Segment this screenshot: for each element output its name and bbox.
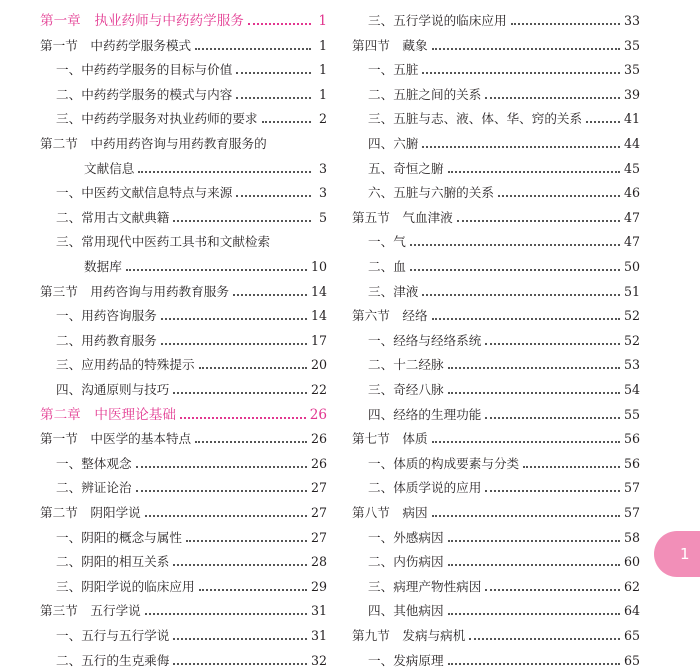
toc-entry-title: 一、阴阳的概念与属性 xyxy=(56,529,182,545)
toc-entry-title: 第一节 中医学的基本特点 xyxy=(40,431,192,447)
toc-item-entry xyxy=(352,546,640,570)
dot-leader xyxy=(236,195,311,197)
dot-leader xyxy=(126,269,307,271)
toc-entry-title: 五、奇恒之腑 xyxy=(368,160,444,176)
toc-entry-page: 3 xyxy=(318,185,327,201)
toc-item-entry xyxy=(40,546,327,570)
toc-entry-title: 三、五脏与志、液、体、华、窍的关系 xyxy=(368,111,583,127)
page-number: 1 xyxy=(680,545,690,563)
toc-item-entry xyxy=(40,374,327,398)
toc-entry-title: 第一章 执业药师与中药药学服务 xyxy=(40,13,244,29)
toc-entry-page: 3 xyxy=(318,160,327,176)
toc-entry-page: 65 xyxy=(623,628,640,643)
toc-entry-page: 54 xyxy=(623,382,640,397)
toc-entry-title: 二、十二经脉 xyxy=(368,357,444,373)
toc-entry-title: 四、经络的生理功能 xyxy=(368,406,482,422)
toc-item-entry xyxy=(40,448,327,472)
toc-entry-title: 第九节 发病与病机 xyxy=(352,628,466,643)
dot-leader xyxy=(485,490,620,492)
dot-leader xyxy=(161,318,307,320)
toc-section-entry xyxy=(352,497,640,521)
dot-leader xyxy=(448,367,620,369)
dot-leader xyxy=(448,392,620,394)
dot-leader xyxy=(432,48,620,50)
toc-entry-title: 三、奇经八脉 xyxy=(368,382,444,397)
dot-leader xyxy=(410,244,620,246)
dot-leader xyxy=(136,466,307,468)
toc-entry-page: 62 xyxy=(623,578,640,594)
toc-entry-page: 39 xyxy=(623,86,640,102)
toc-entry-title: 四、沟通原则与技巧 xyxy=(56,382,170,397)
toc-entry-page: 41 xyxy=(623,111,640,127)
toc-item-entry xyxy=(352,472,640,496)
dot-leader xyxy=(145,515,307,517)
dot-leader xyxy=(199,367,307,369)
toc-entry-title: 第二节 阴阳学说 xyxy=(40,505,141,520)
dot-leader xyxy=(422,72,620,74)
toc-item-entry xyxy=(352,276,640,300)
toc-item-entry xyxy=(352,325,640,349)
toc-entry-title: 一、经络与经络系统 xyxy=(368,332,482,348)
dot-leader xyxy=(448,564,620,566)
toc-section-entry xyxy=(40,595,327,619)
toc-item-entry xyxy=(40,251,327,275)
toc-entry-title: 三、津液 xyxy=(368,283,419,299)
toc-item-entry xyxy=(352,153,640,177)
toc-item-entry xyxy=(40,571,327,595)
toc-item-entry xyxy=(352,79,640,103)
toc-entry-page: 45 xyxy=(623,160,640,176)
toc-entry-title: 第二节 中药用药咨询与用药教育服务的 xyxy=(40,136,267,151)
toc-item-entry xyxy=(40,103,327,127)
toc-entry-title: 二、血 xyxy=(368,259,406,274)
dot-leader xyxy=(173,638,307,640)
toc-entry-title: 二、阴阳的相互关系 xyxy=(56,554,170,570)
toc-section-entry xyxy=(352,30,640,54)
dot-leader xyxy=(236,97,311,99)
toc-entry-title: 三、阴阳学说的临床应用 xyxy=(56,578,195,594)
toc-entry-title: 四、其他病因 xyxy=(368,603,444,619)
dot-leader xyxy=(262,121,312,123)
toc-chapter-entry xyxy=(40,5,327,29)
toc-entry-title: 二、内伤病因 xyxy=(368,554,444,570)
toc-item-entry xyxy=(40,153,327,177)
toc-entry-title: 三、病理产物性病因 xyxy=(368,578,482,594)
dot-leader xyxy=(523,466,620,468)
toc-entry-page: 64 xyxy=(623,603,640,619)
toc-entry-page: 17 xyxy=(310,332,327,348)
toc-entry-title: 三、应用药品的特殊提示 xyxy=(56,357,195,373)
toc-entry-title: 一、发病原理 xyxy=(368,652,444,668)
toc-item-entry xyxy=(352,448,640,472)
toc-item-entry xyxy=(40,522,327,546)
dot-leader xyxy=(432,441,620,443)
toc-entry-title: 第八节 病因 xyxy=(352,505,428,520)
dot-leader xyxy=(485,417,620,419)
dot-leader xyxy=(161,343,307,345)
toc-entry-page: 2 xyxy=(318,111,327,127)
dot-leader xyxy=(448,613,620,615)
dot-leader xyxy=(469,638,620,640)
dot-leader xyxy=(145,613,307,615)
toc-item-entry xyxy=(352,177,640,201)
toc-entry-page: 52 xyxy=(623,332,640,348)
toc-item-entry xyxy=(352,251,640,275)
toc-entry-page: 26 xyxy=(310,431,327,447)
dot-leader xyxy=(511,23,620,25)
toc-entry-page: 1 xyxy=(318,62,327,78)
toc-entry-title: 四、六腑 xyxy=(368,136,419,151)
toc-entry-page: 14 xyxy=(310,283,327,299)
toc-item-entry xyxy=(40,177,327,201)
dot-leader xyxy=(233,294,307,296)
dot-leader xyxy=(448,171,620,173)
toc-item-entry xyxy=(352,522,640,546)
toc-entry-title: 一、气 xyxy=(368,234,406,250)
toc-item-entry xyxy=(40,349,327,373)
toc-entry-title: 第一节 中药药学服务模式 xyxy=(40,37,192,53)
toc-item-entry xyxy=(40,645,327,669)
toc-item-entry xyxy=(352,5,640,29)
toc-section-entry xyxy=(352,423,640,447)
dot-leader xyxy=(195,441,307,443)
toc-item-entry xyxy=(40,79,327,103)
toc-entry-page: 35 xyxy=(623,62,640,78)
toc-entry-page: 1 xyxy=(318,13,327,29)
toc-entry-page: 28 xyxy=(310,554,327,570)
toc-entry-title: 第七节 体质 xyxy=(352,431,428,447)
dot-leader xyxy=(180,417,306,419)
toc-section-entry xyxy=(40,423,327,447)
toc-entry-page: 14 xyxy=(310,308,327,324)
dot-leader xyxy=(422,294,620,296)
toc-entry-title: 第六节 经络 xyxy=(352,308,428,324)
toc-item-entry xyxy=(40,54,327,78)
toc-entry-title: 一、外感病因 xyxy=(368,529,444,545)
dot-leader xyxy=(186,540,307,542)
toc-entry-title: 文献信息 xyxy=(84,160,135,176)
toc-entry-page: 46 xyxy=(623,185,640,201)
toc-item-entry xyxy=(352,103,640,127)
toc-item-entry xyxy=(40,620,327,644)
toc-entry-title: 二、用药教育服务 xyxy=(56,332,157,348)
dot-leader xyxy=(485,343,620,345)
toc-entry-page: 1 xyxy=(318,86,327,102)
toc-item-entry xyxy=(40,472,327,496)
toc-entry-page: 58 xyxy=(623,529,640,545)
toc-item-entry xyxy=(352,595,640,619)
toc-entry-page: 51 xyxy=(623,283,640,299)
toc-item-entry xyxy=(352,374,640,398)
toc-item-entry xyxy=(352,645,640,669)
toc-section-entry xyxy=(352,620,640,644)
page-number-tab xyxy=(654,531,700,577)
toc-item-entry xyxy=(352,128,640,152)
toc-entry-title: 二、中药药学服务的模式与内容 xyxy=(56,86,233,102)
toc-entry-page: 27 xyxy=(310,505,327,520)
dot-leader xyxy=(586,121,620,123)
toc-entry-page: 56 xyxy=(623,455,640,471)
dot-leader xyxy=(173,663,307,665)
toc-entry-title: 二、五脏之间的关系 xyxy=(368,86,482,102)
toc-chapter-entry xyxy=(40,399,327,423)
toc-entry-title: 第三节 用药咨询与用药教育服务 xyxy=(40,283,229,299)
toc-entry-title: 数据库 xyxy=(84,259,122,274)
dot-leader xyxy=(422,146,620,148)
toc-item-entry xyxy=(352,349,640,373)
toc-section-entry xyxy=(40,128,327,152)
dot-leader xyxy=(457,220,620,222)
dot-leader xyxy=(138,171,311,173)
toc-section-entry xyxy=(352,202,640,226)
toc-item-entry xyxy=(352,399,640,423)
toc-entry-title: 二、五行的生克乘侮 xyxy=(56,652,170,668)
dot-leader xyxy=(195,48,311,50)
toc-entry-title: 一、五行与五行学说 xyxy=(56,628,170,643)
toc-entry-title: 三、五行学说的临床应用 xyxy=(368,13,507,28)
dot-leader xyxy=(199,589,307,591)
toc-entry-title: 二、常用古文献典籍 xyxy=(56,209,170,225)
toc-section-entry xyxy=(40,276,327,300)
dot-leader xyxy=(485,589,620,591)
toc-entry-page: 26 xyxy=(310,455,327,471)
toc-entry-page: 57 xyxy=(623,505,640,520)
toc-entry-title: 一、五脏 xyxy=(368,62,419,78)
toc-item-entry xyxy=(40,325,327,349)
toc-entry-page: 56 xyxy=(623,431,640,447)
toc-entry-page: 22 xyxy=(310,382,327,397)
toc-entry-title: 一、整体观念 xyxy=(56,455,132,471)
dot-leader xyxy=(432,318,620,320)
toc-entry-page: 32 xyxy=(310,652,327,668)
toc-entry-page: 53 xyxy=(623,357,640,373)
toc-entry-title: 三、常用现代中医药工具书和文献检索 xyxy=(56,234,271,250)
toc-entry-title: 六、五脏与六腑的关系 xyxy=(368,185,494,201)
dot-leader xyxy=(448,663,620,665)
dot-leader xyxy=(248,23,311,25)
toc-entry-page: 27 xyxy=(310,529,327,545)
toc-entry-page: 31 xyxy=(310,603,327,619)
dot-leader xyxy=(236,72,311,74)
toc-entry-title: 三、中药药学服务对执业药师的要求 xyxy=(56,111,258,127)
toc-item-entry xyxy=(40,226,327,250)
toc-item-entry xyxy=(40,202,327,226)
toc-entry-title: 第三节 五行学说 xyxy=(40,603,141,619)
toc-entry-page: 47 xyxy=(623,234,640,250)
toc-entry-page: 65 xyxy=(623,652,640,668)
toc-entry-page: 1 xyxy=(318,37,327,53)
toc-entry-page: 33 xyxy=(623,13,640,28)
toc-entry-page: 10 xyxy=(310,259,327,274)
toc-section-entry xyxy=(40,30,327,54)
toc-entry-title: 一、用药咨询服务 xyxy=(56,308,157,324)
toc-entry-page: 27 xyxy=(310,480,327,496)
dot-leader xyxy=(410,269,620,271)
dot-leader xyxy=(173,220,311,222)
dot-leader xyxy=(498,195,620,197)
toc-item-entry xyxy=(40,300,327,324)
toc-entry-title: 二、体质学说的应用 xyxy=(368,480,482,496)
toc-entry-title: 第五节 气血津液 xyxy=(352,209,453,225)
toc-item-entry xyxy=(352,54,640,78)
toc-item-entry xyxy=(352,571,640,595)
toc-entry-page: 26 xyxy=(309,406,327,423)
toc-entry-page: 55 xyxy=(623,406,640,422)
toc-section-entry xyxy=(40,497,327,521)
toc-entry-page: 31 xyxy=(310,628,327,643)
toc-entry-page: 52 xyxy=(623,308,640,324)
toc-entry-title: 第四节 藏象 xyxy=(352,37,428,53)
toc-item-entry xyxy=(352,226,640,250)
toc-entry-page: 20 xyxy=(310,357,327,373)
dot-leader xyxy=(432,515,620,517)
toc-entry-title: 一、体质的构成要素与分类 xyxy=(368,455,520,471)
toc-entry-page: 44 xyxy=(623,136,640,151)
toc-entry-page: 47 xyxy=(623,209,640,225)
toc-entry-page: 50 xyxy=(623,259,640,274)
toc-entry-title: 第二章 中医理论基础 xyxy=(40,406,176,423)
toc-entry-page: 29 xyxy=(310,578,327,594)
dot-leader xyxy=(448,540,620,542)
toc-entry-page: 60 xyxy=(623,554,640,570)
toc-entry-page: 35 xyxy=(623,37,640,53)
toc-entry-title: 二、辨证论治 xyxy=(56,480,132,496)
toc-entry-page: 57 xyxy=(623,480,640,496)
dot-leader xyxy=(173,564,307,566)
toc-entry-title: 一、中药药学服务的目标与价值 xyxy=(56,62,233,78)
dot-leader xyxy=(136,490,307,492)
dot-leader xyxy=(485,97,620,99)
toc-section-entry xyxy=(352,300,640,324)
toc-entry-page: 5 xyxy=(318,209,327,225)
toc-entry-title: 一、中医药文献信息特点与来源 xyxy=(56,185,233,201)
dot-leader xyxy=(173,392,307,394)
